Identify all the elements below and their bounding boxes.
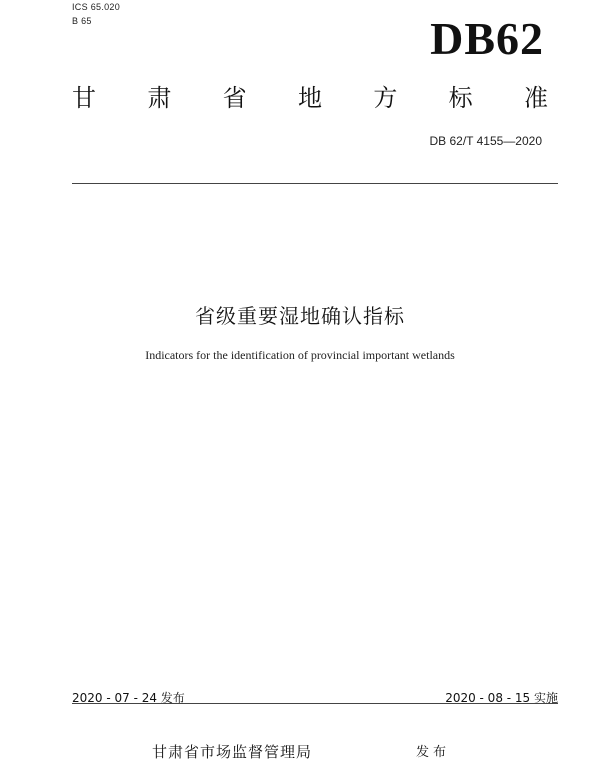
standard-type-char: 方 <box>373 84 398 112</box>
ccs-code: B 65 <box>72 16 92 26</box>
standard-number: DB 62/T 4155—2020 <box>429 134 542 148</box>
issuing-authority: 甘肃省市场监督管理局 <box>152 743 313 761</box>
issue-date: 2020 - 07 - 24 发布 <box>72 691 185 705</box>
document-title-chinese: 省级重要湿地确认指标 <box>195 304 405 328</box>
standard-type-char: 甘 <box>72 84 96 112</box>
implementation-date: 2020 - 08 - 15 实施 <box>445 691 558 705</box>
standard-type-char: 地 <box>297 84 322 112</box>
document-title-english: Indicators for the identification of provincial important wetlands <box>145 348 455 362</box>
standard-type-char: 省 <box>222 84 247 112</box>
header-divider <box>72 183 558 184</box>
issued-label: 发布 <box>416 745 451 760</box>
standard-type-char: 准 <box>523 84 548 112</box>
standard-type-char: 标 <box>448 84 473 112</box>
footer-divider <box>72 703 558 704</box>
ics-code: ICS 65.020 <box>72 2 121 12</box>
standard-code-logo: DB62 <box>430 13 544 64</box>
standard-type-char: 肃 <box>147 84 172 112</box>
standard-type-heading <box>72 86 548 110</box>
